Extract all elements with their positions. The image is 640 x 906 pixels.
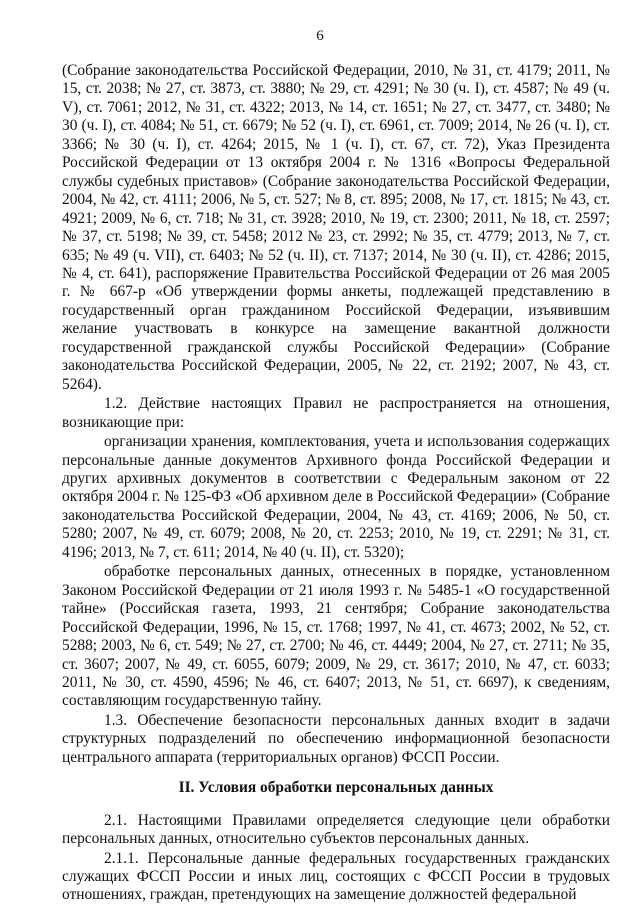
paragraph-1-3: 1.3. Обеспечение безопасности персональных данных входит в задачи структурных подразделений по обеспечению информационной безопасности центрального аппарата (территориальных органов) ФССП России. (62, 711, 610, 766)
paragraph-2-1-1: 2.1.1. Персональные данные федеральных государственных гражданских служащих ФССП России и иных лиц, состоящих с ФССП России в трудовых отношениях, граждан, претендующих на замещение должностей федеральной (62, 849, 610, 904)
page-number: 6 (316, 28, 324, 44)
paragraph-citations: (Собрание законодательства Российской Федерации, 2010, № 31, ст. 4179; 2011, № 15, ст. 2038; № 27, ст. 3873, ст. 3880; № 29, ст. 4291; № 30 (ч. I), ст. 4587; № 49 (ч. V), ст. 7061; 2012, № 31, ст. 4322; 2013, № 14, ст. 1651; № 27, ст. 3477, ст. 3480; № 30 (ч. I), ст. 4084; № 51, ст. 6679; № 52 (ч. I), ст. 6961, ст. 7009; 2014, № 26 (ч. I), ст. 3366; № 30 (ч. I), ст. 4264; 2015, № 1 (ч. I), ст. 67, ст. 72), Указ Президента Российской Федерации от 13 октября 2004 г. № 1316 «Вопросы Федеральной службы судебных приставов» (Собрание законодательства Российской Федерации, 2004, № 42, ст. 4111; 2006, № 5, ст. 527; № 8, ст. 895; 2008, № 17, ст. 1815; № 43, ст. 4921; 2009, № 6, ст. 718; № 31, ст. 3928; 2010, № 19, ст. 2300; 2011, № 18, ст. 2597; № 37, ст. 5198; № 39, ст. 5458; 2012 № 23, ст. 2992; № 35, ст. 4779; 2013, № 7, ст. 635; № 49 (ч. VII), ст. 6403; № 52 (ч. II), ст. 7137; 2014, № 30 (ч. II), ст. 4286; 2015, № 4, ст. 641), распоряжение Правительства Российской Федерации от 26 мая 2005 г. № 667-р «Об утверждении формы анкеты, подлежащей представлению в государственный орган гражданином Российской Федерации, изъявившим желание участвовать в конкурсе на замещение вакантной должности государственной гражданской службы Российской Федерации» (Собрание законодательства Российской Федерации, 2005, № 22, ст. 2192; 2007, № 43, ст. 5264). (62, 62, 610, 393)
paragraph-2-1: 2.1. Настоящими Правилами определяется следующие цели обработки персональных данных, относительно субъектов персональных данных. (62, 811, 610, 848)
section-heading: II. Условия обработки персональных данных (178, 779, 494, 797)
document-body (62, 62, 610, 906)
paragraph-state-secret: обработке персональных данных, отнесенных в порядке, установленном Законом Российской Федерации от 21 июля 1993 г. № 5485-1 «О государственной тайне» (Российская газета, 1993, 21 сентября; Собрание законодательства Российской Федерации, 1996, № 15, ст. 1768; 1997, № 41, ст. 4673; 2002, № 52, ст. 5288; 2003, № 6, ст. 549; № 27, ст. 2700; № 46, ст. 4449; 2004, № 27, ст. 2711; № 35, ст. 3607; 2007, № 49, ст. 6055, 6079; 2009, № 29, ст. 3617; 2010, № 47, ст. 6033; 2011, № 30, ст. 4590, 4596; № 46, ст. 6407; 2013, № 51, ст. 6697), к сведениям, составляющим государственную тайну. (62, 563, 610, 710)
paragraph-archives: организации хранения, комплектования, учета и использования содержащих персональные данные документов Архивного фонда Российской Федерации и других архивных документов в соответствии с Федеральным законом от 22 октября 2004 г. № 125-ФЗ «Об архивном деле в Российской Федерации» (Собрание законодательства Российской Федерации, 2004, № 43, ст. 4169; 2006, № 50, ст. 5280; 2007, № 49, ст. 6079; 2008, № 20, ст. 2253; 2010, № 19, ст. 2291; № 31, ст. 4196; 2013, № 7, ст. 611; 2014, № 40 (ч. II), ст. 5320); (62, 433, 610, 561)
paragraph-1-2: 1.2. Действие настоящих Правил не распространяется на отношения, возникающие при: (62, 395, 610, 431)
